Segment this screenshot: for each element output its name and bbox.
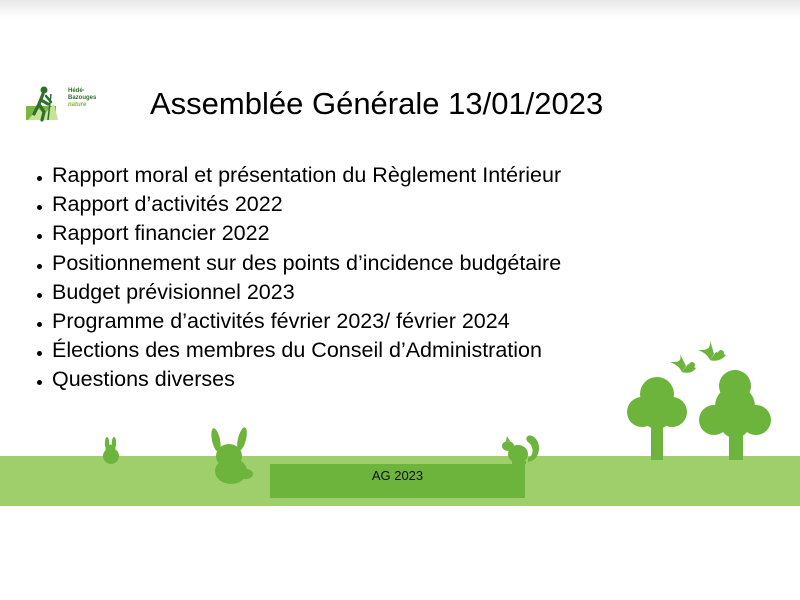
agenda-item	[36, 161, 561, 190]
footer-text: AG 2023	[371, 468, 424, 483]
squirrel-icon	[498, 432, 542, 466]
tree-icon	[696, 368, 774, 460]
bullet-icon	[37, 176, 42, 181]
logo-line-3: nature	[68, 102, 87, 108]
bullet-icon	[37, 351, 42, 356]
agenda-item-text: Positionnement sur des points d’incidence budgétaire	[52, 250, 562, 275]
organization-logo	[24, 84, 108, 124]
agenda-item	[36, 307, 561, 336]
bullet-icon	[37, 293, 42, 298]
bullet-icon	[37, 234, 42, 239]
bullet-icon	[37, 205, 42, 210]
tree-icon	[626, 374, 688, 460]
agenda-list	[36, 161, 561, 395]
hiker-logo-icon	[24, 84, 68, 124]
logo-line-1: Hédé-	[68, 88, 85, 94]
slide-title: Assemblée Générale 13/01/2023	[150, 86, 604, 121]
rabbit-icon	[208, 426, 258, 486]
agenda-item-text: Budget prévisionnel 2023	[52, 279, 295, 304]
agenda-item	[36, 336, 561, 365]
agenda-item-text: Rapport financier 2022	[52, 221, 270, 246]
bird-icon	[696, 338, 728, 364]
agenda-item-text: Rapport moral et présentation du Règlement Intérieur	[52, 163, 562, 187]
bullet-icon	[37, 380, 42, 385]
agenda-item-text: Élections des membres du Conseil d’Administration	[52, 338, 542, 363]
window-top-shade	[0, 0, 800, 18]
agenda-item-text: Programme d’activités février 2023/ février 2024	[52, 309, 510, 334]
agenda-item-text: Rapport d’activités 2022	[52, 192, 283, 217]
bullet-icon	[37, 264, 42, 269]
agenda-item	[36, 190, 561, 219]
agenda-item-text: Questions diverses	[52, 367, 235, 392]
bullet-icon	[37, 322, 42, 327]
agenda-item	[36, 219, 561, 248]
agenda-item	[36, 365, 561, 394]
logo-text	[68, 88, 112, 109]
logo-line-2: Bazouges	[68, 95, 97, 101]
small-rabbit-icon	[98, 436, 124, 466]
agenda-item	[36, 249, 561, 278]
agenda-item	[36, 278, 561, 307]
